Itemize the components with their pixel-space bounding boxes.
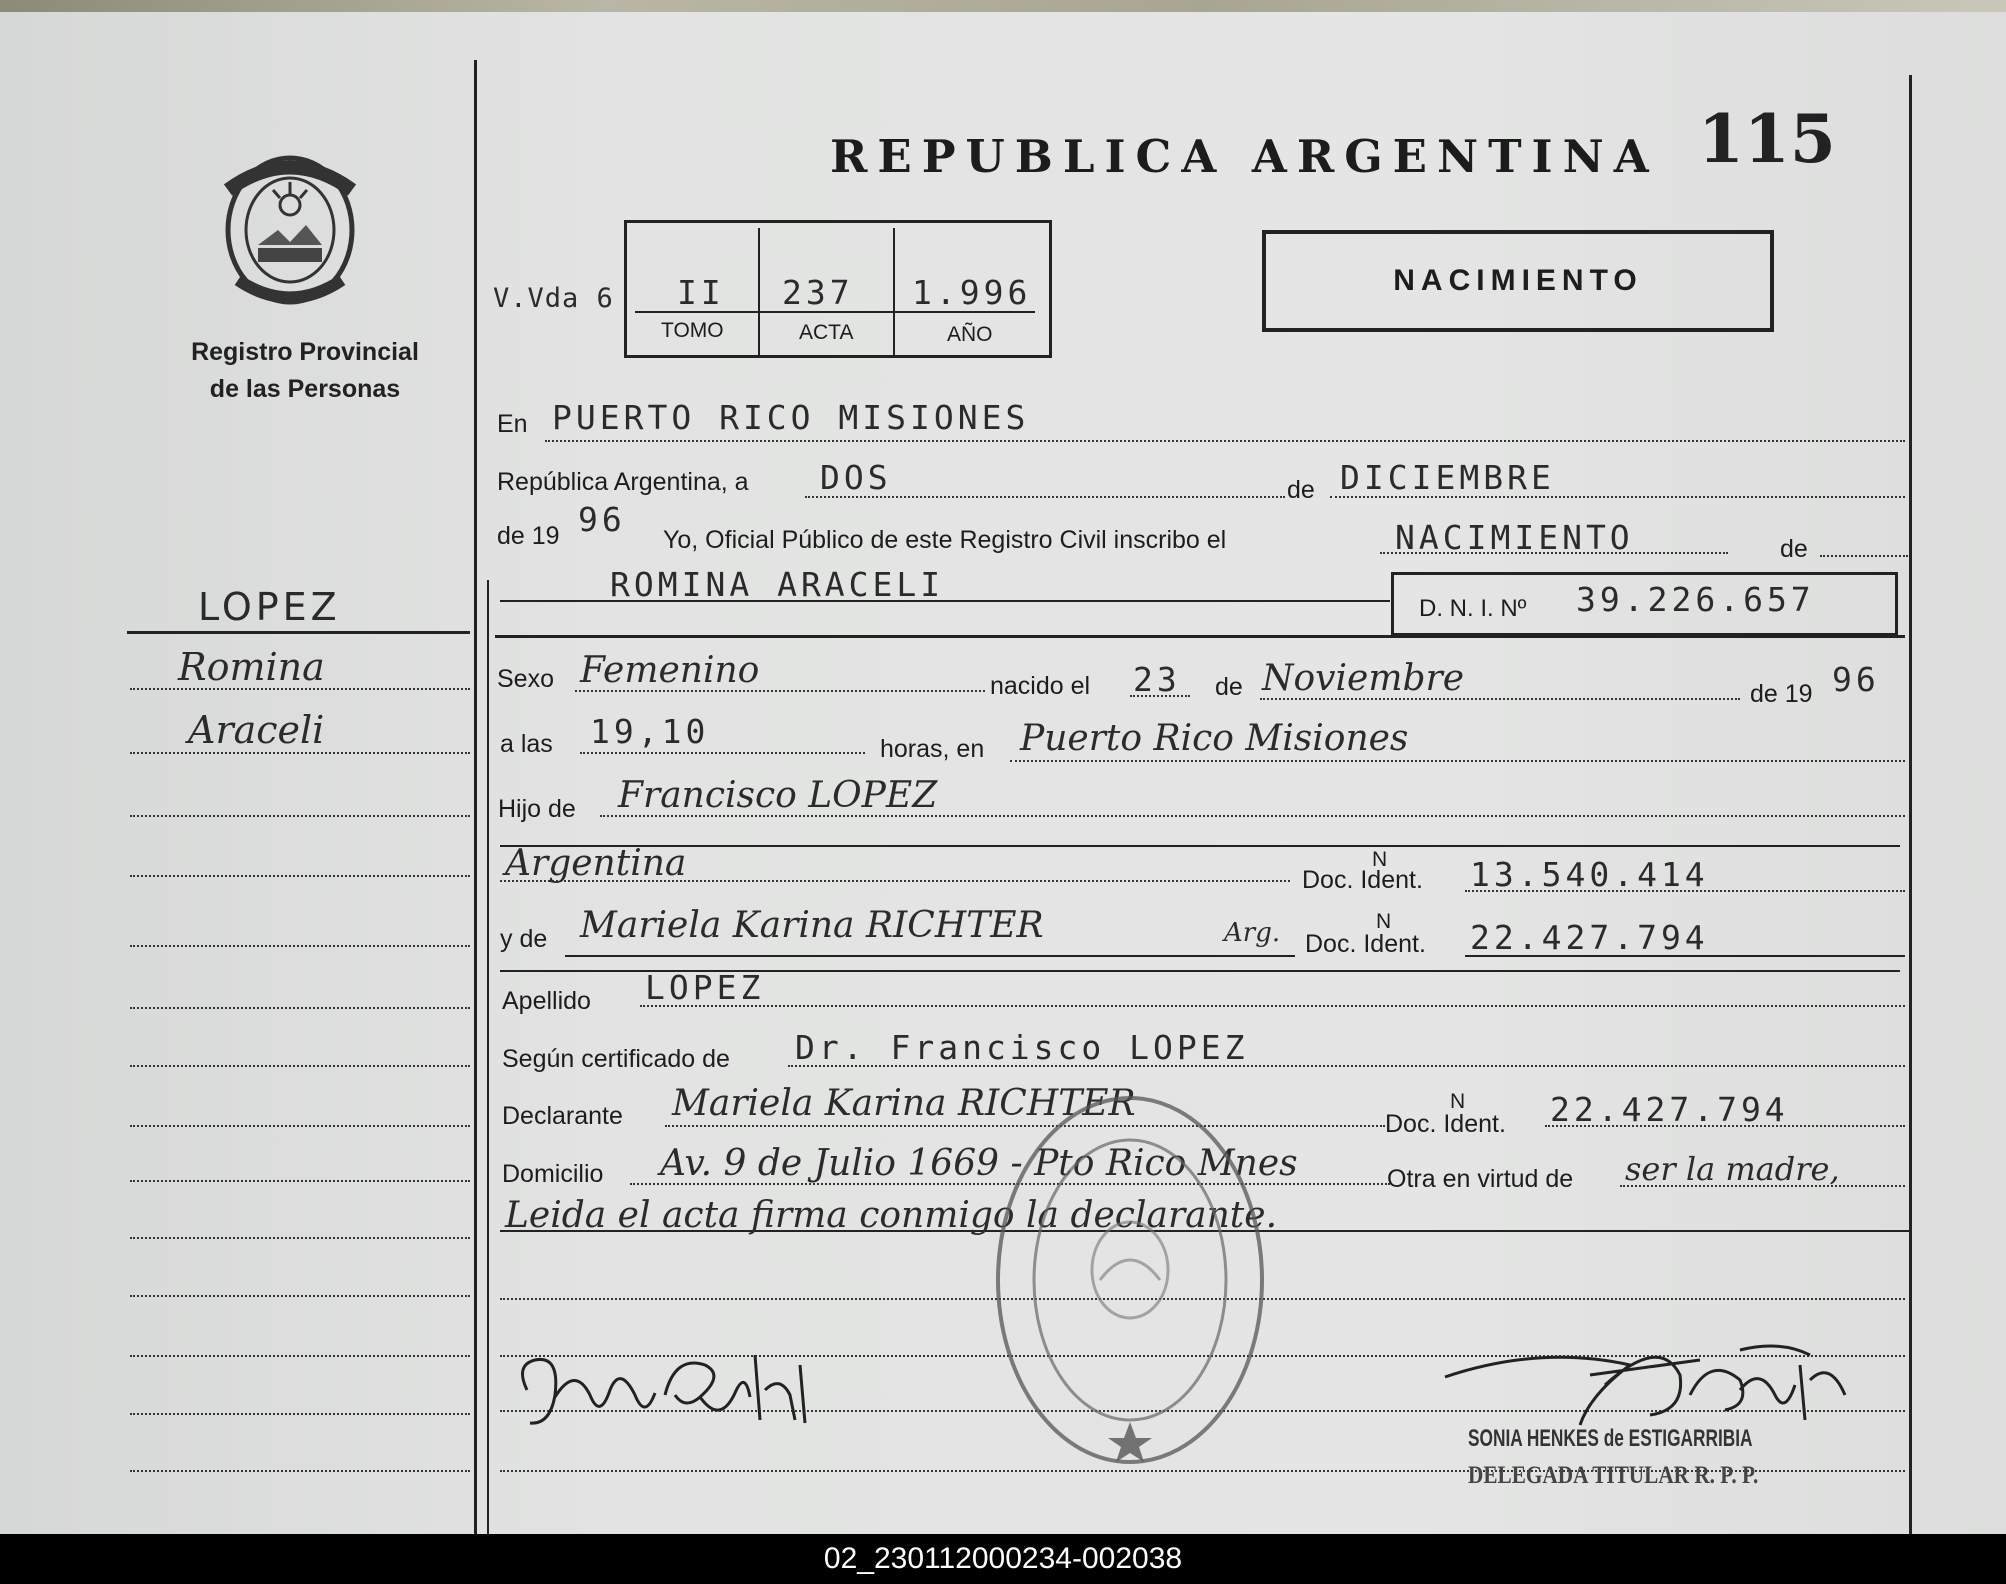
domicilio-value: Av. 9 de Julio 1669 - Pto Rico Mnes <box>660 1143 1298 1184</box>
registry-name <box>160 334 450 408</box>
mother-nationality: Arg. <box>1224 918 1281 948</box>
oficial-text: Yo, Oficial Público de este Registro Civil inscribo el <box>663 526 1227 554</box>
sidebar-line <box>130 1065 470 1067</box>
sexo-label: Sexo <box>497 665 554 693</box>
country-title: REPUBLICA ARGENTINA <box>830 130 1659 183</box>
sidebar-line <box>130 1125 470 1127</box>
father-doc-n: N <box>1372 848 1388 871</box>
sidebar-line <box>130 1237 470 1239</box>
record-type: NACIMIENTO <box>1393 264 1643 297</box>
child-name: ROMINA ARACELI <box>610 565 945 604</box>
month-value: DICIEMBRE <box>1340 458 1555 497</box>
apellido-line <box>640 1005 1905 1007</box>
sidebar-line <box>130 752 470 754</box>
birth-place-line <box>1010 760 1905 762</box>
doctor-name: Dr. Francisco LOPEZ <box>795 1028 1249 1067</box>
de-line <box>1820 555 1908 557</box>
domicilio-label: Domicilio <box>502 1160 604 1188</box>
sidebar-second-name: Araceli <box>188 708 325 752</box>
left-margin-rule-inner <box>487 580 489 1534</box>
mother-doc-n: N <box>1376 910 1392 933</box>
tomo-label: TOMO <box>661 319 724 342</box>
province-seal-icon <box>218 150 363 310</box>
ano-label: AÑO <box>947 323 993 346</box>
left-margin-rule <box>474 60 477 1534</box>
ano-value: 1.996 <box>912 273 1032 312</box>
otra-value: ser la madre, <box>1625 1150 1840 1188</box>
sidebar-line <box>130 875 470 877</box>
nacido-label: nacido el <box>990 672 1091 700</box>
birth-day: 23 <box>1133 660 1181 699</box>
sidebar-line <box>130 1295 470 1297</box>
sidebar-line <box>130 1180 470 1182</box>
declarante-name: Mariela Karina RICHTER <box>672 1083 1136 1124</box>
declarante-doc-label: Doc. Ident. <box>1385 1110 1506 1138</box>
acta-value: 237 <box>782 273 854 312</box>
mother-name: Mariela Karina RICHTER <box>580 905 1044 946</box>
birth-month: Noviembre <box>1262 658 1465 699</box>
sidebar-line <box>130 1007 470 1009</box>
horas-label: horas, en <box>880 735 985 763</box>
day-value: DOS <box>820 458 892 497</box>
father-doc: 13.540.414 <box>1470 855 1709 894</box>
otra-label: Otra en virtud de <box>1387 1165 1574 1193</box>
father-name: Francisco LOPEZ <box>618 775 938 816</box>
right-margin-rule <box>1909 75 1912 1534</box>
apellido-label: Apellido <box>502 987 591 1015</box>
certificado-label: Según certificado de <box>502 1045 730 1073</box>
dni-box <box>1391 572 1898 636</box>
father-nationality: Argentina <box>505 843 687 884</box>
sidebar-line <box>130 945 470 947</box>
mother-doc-label: Doc. Ident. <box>1305 930 1426 958</box>
birth-year: 96 <box>1832 660 1880 699</box>
file-id-footer: 02_230112000234-002038 <box>0 1534 2006 1584</box>
acta-label: ACTA <box>799 321 854 344</box>
de-label: de <box>1287 476 1315 504</box>
birth-place: Puerto Rico Misiones <box>1020 718 1409 759</box>
declarante-doc: 22.427.794 <box>1550 1090 1789 1129</box>
alas-label: a las <box>500 730 553 758</box>
father-rule <box>500 845 1900 847</box>
tomo-value: II <box>677 273 725 312</box>
mother-doc: 22.427.794 <box>1470 918 1709 957</box>
dni-value: 39.226.657 <box>1576 580 1815 619</box>
sidebar-line <box>130 815 470 817</box>
yde-label: y de <box>500 925 548 953</box>
apellido-value: LOPEZ <box>645 968 765 1007</box>
declarante-label: Declarante <box>502 1102 623 1130</box>
sidebar-surname: LOPEZ <box>198 585 341 629</box>
record-type-box <box>1262 230 1774 332</box>
declarant-signature-icon <box>515 1335 825 1445</box>
sidebar-line <box>130 1413 470 1415</box>
mother-line <box>565 955 1295 957</box>
place-value: PUERTO RICO MISIONES <box>552 398 1030 437</box>
act-kind: NACIMIENTO <box>1395 518 1634 557</box>
en-label: En <box>497 410 528 438</box>
sexo-value: Femenino <box>580 650 760 691</box>
father-doc-label: Doc. Ident. <box>1302 866 1423 894</box>
de19-label: de 19 <box>497 522 560 550</box>
registry-line-1: Registro Provincial <box>191 338 419 366</box>
birth-time: 19,10 <box>590 712 710 751</box>
de19-label-2: de 19 <box>1750 680 1813 708</box>
de-label-2: de <box>1780 535 1808 563</box>
sidebar-line <box>130 1470 470 1472</box>
reference-box <box>624 220 1052 358</box>
republica-label: República Argentina, a <box>497 468 749 496</box>
time-line <box>580 752 865 754</box>
hijo-label: Hijo de <box>498 795 576 823</box>
de-label-3: de <box>1215 673 1243 701</box>
page-top-edge <box>0 0 2006 12</box>
declarante-doc-n: N <box>1450 1090 1466 1113</box>
closing-text: Leida el acta firma conmigo la declarante. <box>505 1195 1278 1236</box>
official-title: DELEGADA TITULAR R. P. P. <box>1468 1462 1759 1489</box>
sidebar-line <box>130 1355 470 1357</box>
ref-divider <box>893 228 895 355</box>
dni-label: D. N. I. Nº <box>1419 595 1527 622</box>
page-number: 115 <box>1698 100 1836 178</box>
sidebar-first-name: Romina <box>178 645 325 689</box>
section-rule <box>495 635 1905 638</box>
registry-line-2: de las Personas <box>209 375 401 403</box>
registry-stamp-icon <box>990 1090 1270 1470</box>
place-line <box>545 440 1905 442</box>
official-name: SONIA HENKES de ESTIGARRIBIA <box>1468 1425 1753 1452</box>
reference-prefix: V.Vda 6 <box>493 283 614 314</box>
year-value: 96 <box>578 500 626 539</box>
ref-divider <box>758 228 760 355</box>
sidebar-rule <box>127 631 470 634</box>
